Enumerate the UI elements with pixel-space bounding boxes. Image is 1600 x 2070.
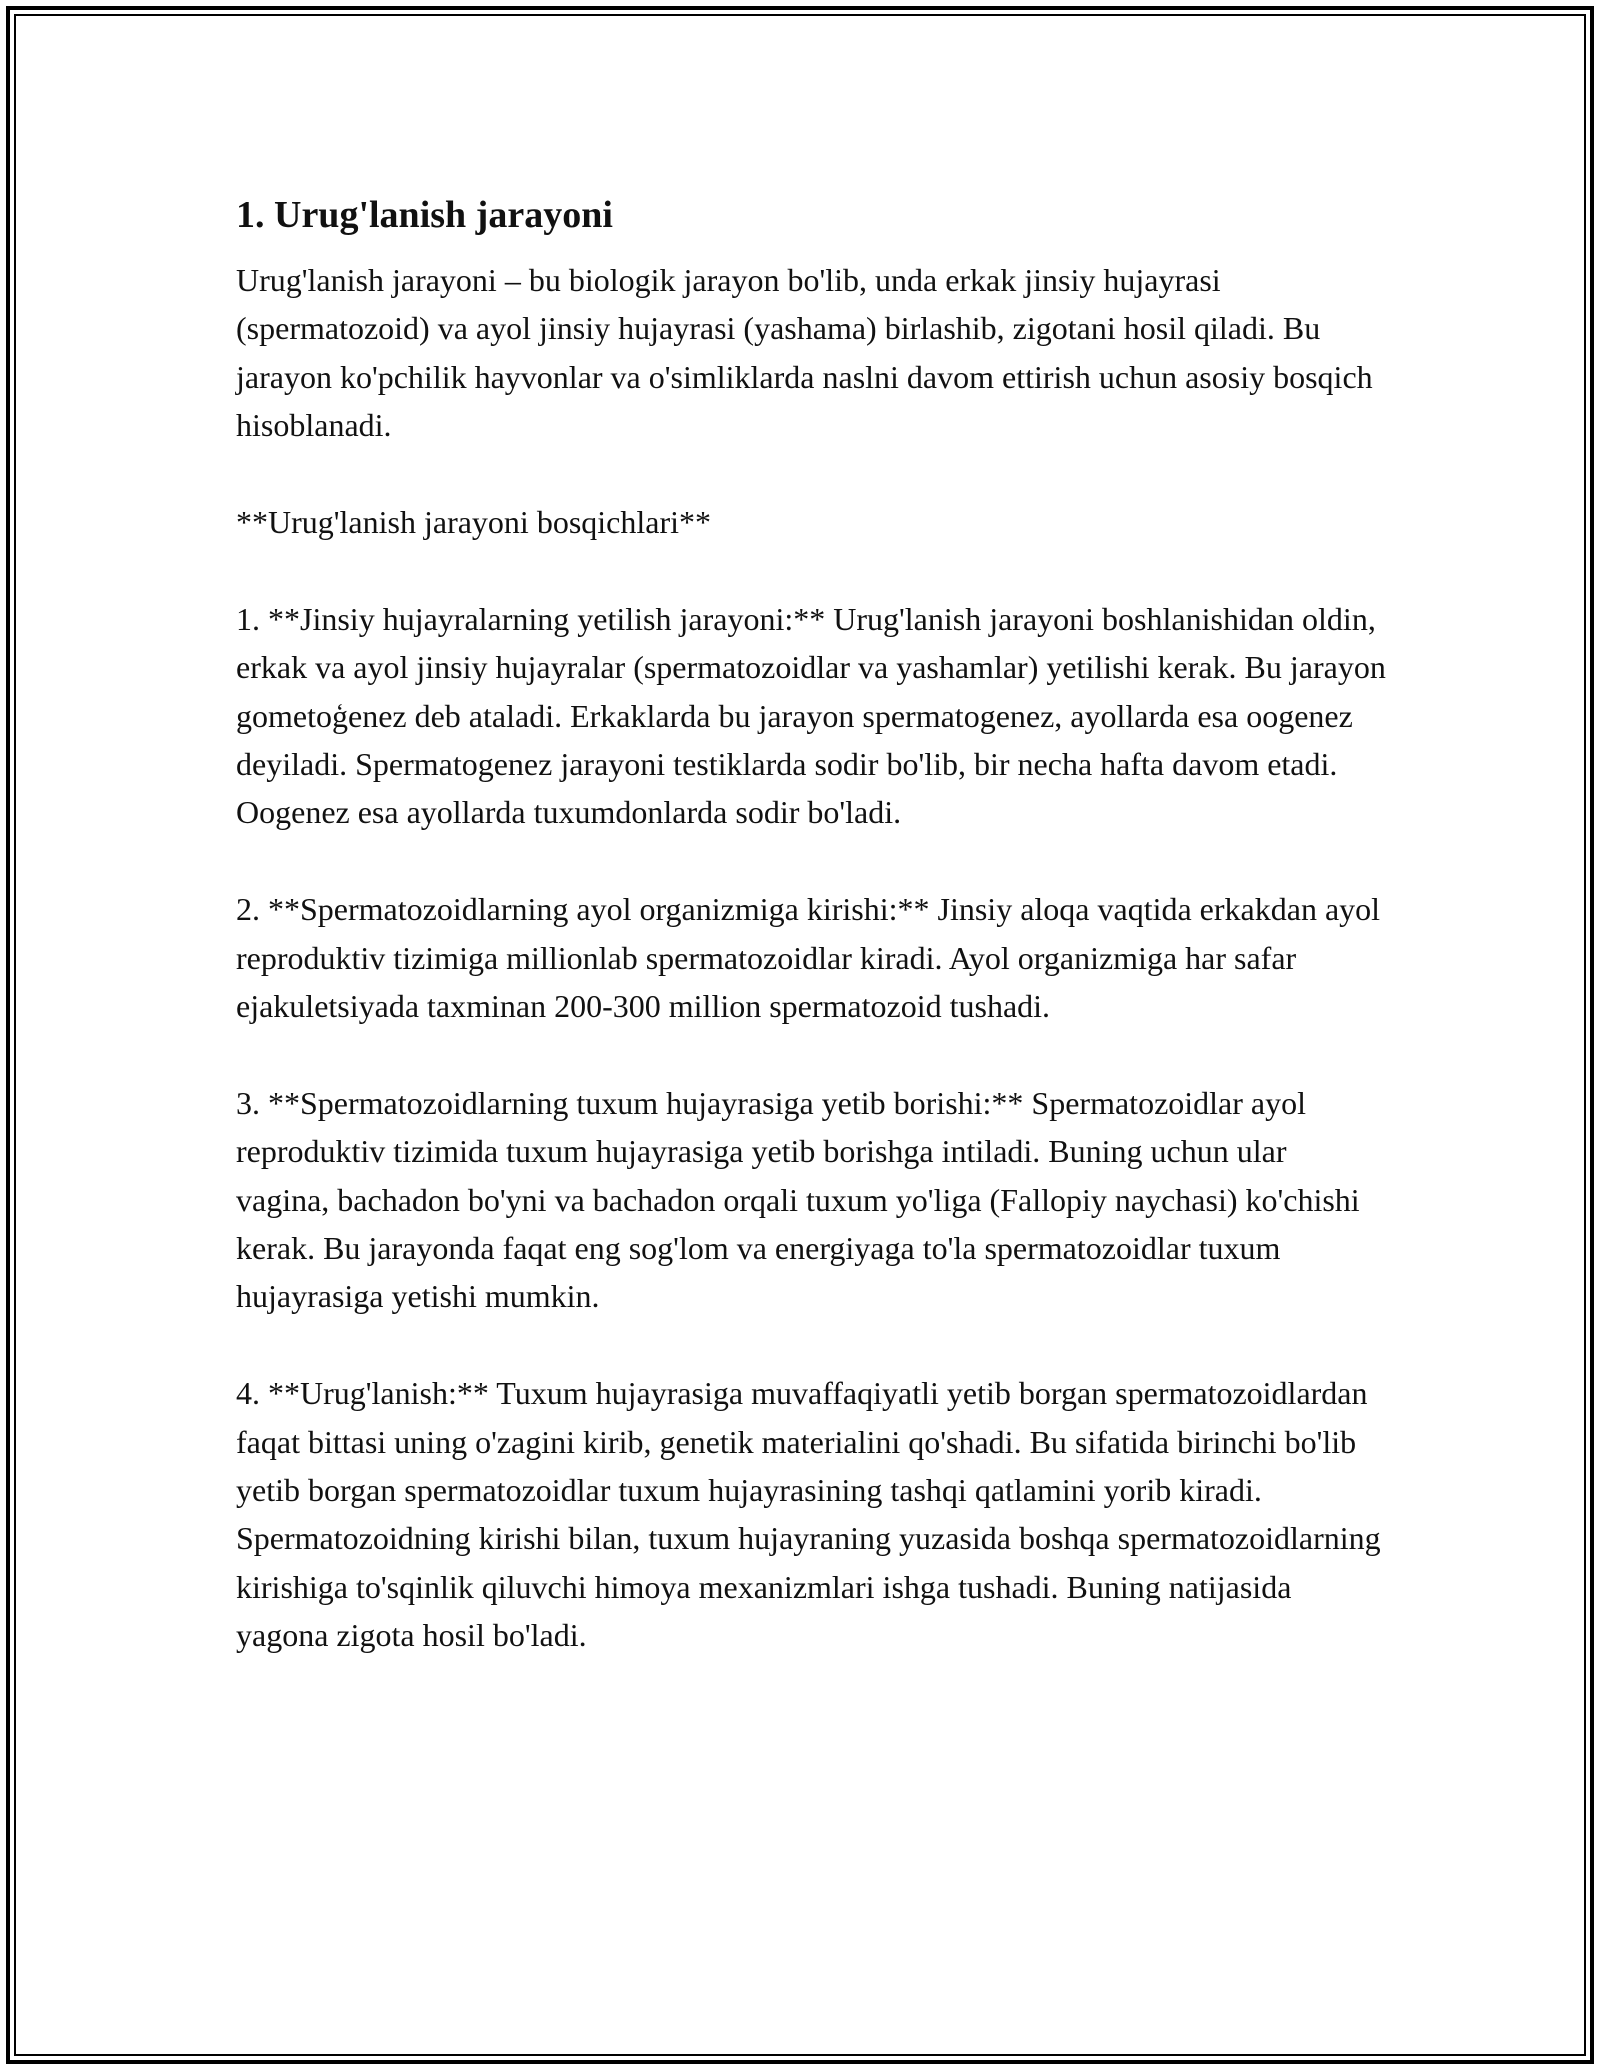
step-1-paragraph: 1. **Jinsiy hujayralarning yetilish jarayoni:** Urug'lanish jarayoni boshlanishidan oldin, erkak va ayol jinsiy hujayralar (spermatozoidlar va yashamlar) yetilishi kerak. Bu jarayon gometoģenez deb ataladi. Erkaklarda bu jarayon spermatogenez, ayollarda esa oogenez deyiladi. Spermatogenez jarayoni testiklarda sodir bo'lib, bir necha hafta davom etadi. Oogenez esa ayollarda tuxumdonlarda sodir bo'ladi. — [236, 600, 1386, 831]
step-3-paragraph: 3. **Spermatozoidlarning tuxum hujayrasiga yetib borishi:** Spermatozoidlar ayol reproduktiv tizimida tuxum hujayrasiga yetib borishga intiladi. Buning uchun ular vagina, bachadon bo'yni va bachadon orqali tuxum yo'liga (Fallopiy naychasi) ko'chishi kerak. Bu jarayonda faqat eng sog'lom va energiyaga to'la spermatozoidlar tuxum hujayrasiga yetishi mumkin. — [236, 1084, 1360, 1315]
intro-paragraph: Urug'lanish jarayoni – bu biologik jarayon bo'lib, unda erkak jinsiy hujayrasi (spermatozoid) va ayol jinsiy hujayrasi (yashama) birlashib, zigotani hosil qiladi. Bu jarayon ko'pchilik hayvonlar va o'simliklarda naslni davom ettirish uchun asosiy bosqich hisoblanadi. — [236, 262, 1373, 444]
document-title: 1. Urug'lanish jarayoni — [236, 194, 613, 236]
step-2-paragraph: 2. **Spermatozoidlarning ayol organizmiga kirishi:** Jinsiy aloqa vaqtida erkakdan ayol reproduktiv tizimiga millionlab spermatozoidlar kiradi. Ayol organizmiga har safar ejakuletsiyada taxminan 200-300 million spermatozoid tushadi. — [236, 891, 1381, 1025]
step-4-paragraph: 4. **Urug'lanish:** Tuxum hujayrasiga muvaffaqiyatli yetib borgan spermatozoidlardan faqat bittasi uning o'zagini kirib, genetik materialini qo'shadi. Bu sifatida birinchi bo'lib yetib borgan spermatozoidlar tuxum hujayrasining tashqi qatlamini yorib kiradi. Spermatozoidning kirishi bilan, tuxum hujayraning yuzasida boshqa spermatozoidlarning kirishiga to'sqinlik qiluvchi himoya mexanizmlari ishga tushadi. Buning natijasida yagona zigota hosil bo'ladi. — [236, 1375, 1381, 1654]
document-body — [236, 186, 1386, 1660]
section-heading: **Urug'lanish jarayoni bosqichlari** — [236, 504, 711, 541]
